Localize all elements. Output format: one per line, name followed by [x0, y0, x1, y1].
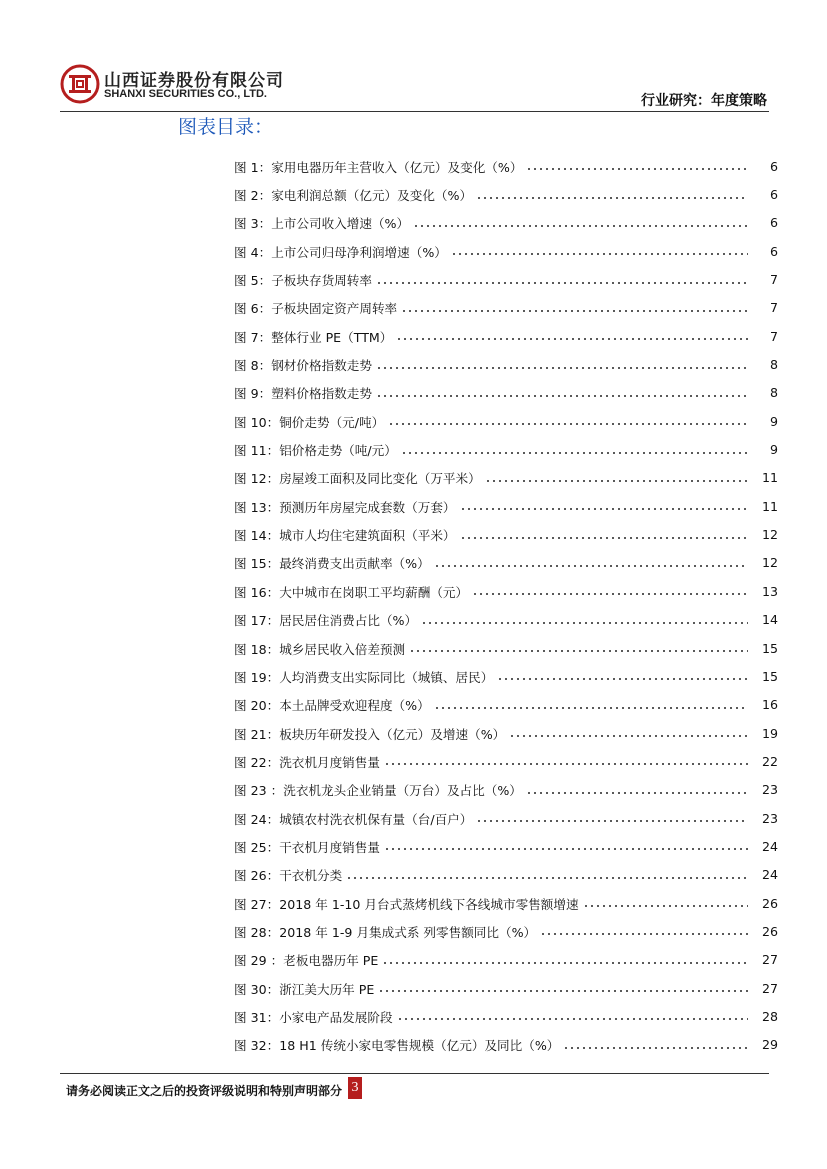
- toc-entry[interactable]: [234, 917, 778, 945]
- toc-title: 图表目录：: [178, 116, 274, 138]
- toc-entry[interactable]: [234, 747, 778, 775]
- toc-entry[interactable]: [234, 832, 778, 860]
- toc-entry[interactable]: [234, 407, 778, 435]
- dot-leader: [376, 395, 748, 397]
- toc-entry-label: 图 14：城市人均住宅建筑面积（平米）: [234, 528, 456, 544]
- toc-entry-page: 6: [769, 187, 778, 203]
- dot-leader: [460, 508, 748, 510]
- dot-leader: [460, 537, 748, 539]
- toc-entry[interactable]: [234, 520, 778, 548]
- toc-entry[interactable]: [234, 691, 778, 719]
- toc-entry-label: 图 9：塑料价格指数走势: [234, 386, 372, 402]
- toc-entry-page: 15: [761, 668, 778, 684]
- dot-leader: [378, 990, 748, 992]
- dot-leader: [413, 225, 748, 227]
- toc-entry-page: 12: [761, 555, 778, 571]
- toc-entry-label: 图 11：铝价格走势（吨/元）: [234, 443, 397, 459]
- toc-entry-label: 图 27：2018 年 1-10 月台式蒸烤机线下各线城市零售额增速: [234, 896, 579, 912]
- toc-entry-label: 图 32：18 H1 传统小家电零售规模（亿元）及同比（%）: [234, 1038, 560, 1054]
- dot-leader: [563, 1047, 748, 1049]
- dot-leader: [421, 622, 748, 624]
- dot-leader: [497, 678, 748, 680]
- toc-entry-label: 图 21：板块历年研发投入（亿元）及增速（%）: [234, 726, 506, 742]
- toc-entry[interactable]: [234, 379, 778, 407]
- toc-entry[interactable]: [234, 265, 778, 293]
- toc-entry[interactable]: [234, 152, 778, 180]
- toc-entry-label: 图 4：上市公司归母净利润增速（%）: [234, 244, 447, 260]
- toc-entry[interactable]: [234, 549, 778, 577]
- toc-entry[interactable]: [234, 974, 778, 1002]
- figure-toc-list: [234, 152, 778, 1059]
- logo-icon: [60, 64, 100, 104]
- toc-entry-page: 7: [769, 272, 778, 288]
- dot-leader: [401, 310, 748, 312]
- toc-entry-label: 图 13：预测历年房屋完成套数（万套）: [234, 499, 456, 515]
- toc-entry-page: 6: [769, 215, 778, 231]
- toc-entry-page: 11: [761, 498, 778, 514]
- dot-leader: [384, 763, 748, 765]
- toc-entry[interactable]: [234, 180, 778, 208]
- toc-entry[interactable]: [234, 237, 778, 265]
- toc-entry-label: 图 12：房屋竣工面积及同比变化（万平米）: [234, 471, 481, 487]
- dot-leader: [388, 423, 748, 425]
- toc-entry-page: 9: [769, 442, 778, 458]
- toc-entry[interactable]: [234, 577, 778, 605]
- dot-leader: [396, 338, 748, 340]
- toc-entry-page: 13: [761, 583, 778, 599]
- toc-entry-label: 图 29 ：老板电器历年 PE: [234, 953, 379, 969]
- toc-entry-page: 11: [761, 470, 778, 486]
- header-divider: [60, 111, 769, 112]
- toc-entry-label: 图 23 ：洗衣机龙头企业销量（万台）及占比（%）: [234, 783, 522, 799]
- toc-entry-label: 图 15：最终消费支出贡献率（%）: [234, 556, 430, 572]
- toc-entry-page: 8: [769, 357, 778, 373]
- toc-entry-label: 图 22：洗衣机月度销售量: [234, 754, 380, 770]
- dot-leader: [376, 282, 748, 284]
- toc-entry[interactable]: [234, 606, 778, 634]
- footer-divider: [60, 1073, 769, 1074]
- dot-leader: [476, 820, 748, 822]
- report-type: 行业研究：年度策略: [641, 93, 767, 109]
- toc-entry-page: 16: [761, 697, 778, 713]
- toc-entry-label: 图 8：钢材价格指数走势: [234, 358, 372, 374]
- toc-entry[interactable]: [234, 776, 778, 804]
- toc-entry-page: 6: [769, 158, 778, 174]
- toc-entry[interactable]: [234, 804, 778, 832]
- dot-leader: [382, 962, 748, 964]
- toc-entry[interactable]: [234, 435, 778, 463]
- toc-entry-label: 图 30：浙江美大历年 PE: [234, 981, 375, 997]
- toc-entry-page: 15: [761, 640, 778, 656]
- toc-entry-label: 图 3：上市公司收入增速（%）: [234, 216, 410, 232]
- dot-leader: [409, 650, 748, 652]
- toc-entry[interactable]: [234, 464, 778, 492]
- toc-entry-label: 图 28：2018 年 1-9 月集成式系 列零售额同比（%）: [234, 924, 537, 940]
- dot-leader: [583, 905, 748, 907]
- company-name-en: SHANXI SECURITIES CO., LTD.: [104, 88, 267, 100]
- dot-leader: [346, 877, 748, 879]
- toc-entry-page: 26: [761, 895, 778, 911]
- toc-entry-page: 9: [769, 413, 778, 429]
- toc-entry-page: 24: [761, 867, 778, 883]
- toc-entry[interactable]: [234, 861, 778, 889]
- toc-entry-page: 22: [761, 753, 778, 769]
- toc-entry-page: 12: [761, 527, 778, 543]
- toc-entry-label: 图 26：干衣机分类: [234, 868, 343, 884]
- toc-entry-page: 23: [761, 782, 778, 798]
- toc-entry-label: 图 17：居民居住消费占比（%）: [234, 613, 418, 629]
- dot-leader: [451, 253, 748, 255]
- toc-entry[interactable]: [234, 1002, 778, 1030]
- toc-entry-label: 图 2：家电利润总额（亿元）及变化（%）: [234, 188, 473, 204]
- toc-entry-label: 图 7：整体行业 PE（TTM）: [234, 329, 393, 345]
- toc-entry-label: 图 20：本土品牌受欢迎程度（%）: [234, 698, 430, 714]
- toc-entry[interactable]: [234, 350, 778, 378]
- toc-entry-label: 图 1：家用电器历年主营收入（亿元）及变化（%）: [234, 159, 523, 175]
- toc-entry-page: 8: [769, 385, 778, 401]
- disclaimer-note: 请务必阅读正文之后的投资评级说明和特别声明部分: [66, 1084, 343, 1098]
- dot-leader: [397, 1018, 748, 1020]
- page-number: 3: [348, 1077, 362, 1099]
- toc-entry-page: 7: [769, 300, 778, 316]
- toc-entry[interactable]: [234, 294, 778, 322]
- toc-entry-label: 图 16：大中城市在岗职工平均薪酬（元）: [234, 584, 469, 600]
- dot-leader: [401, 452, 748, 454]
- toc-entry-label: 图 5：子板块存货周转率: [234, 273, 372, 289]
- toc-entry-page: 23: [761, 810, 778, 826]
- company-logo: [60, 64, 100, 104]
- toc-entry-page: 27: [761, 952, 778, 968]
- toc-entry-label: 图 10：铜价走势（元/吨）: [234, 414, 385, 430]
- dot-leader: [526, 792, 748, 794]
- toc-entry-label: 图 24：城镇农村洗衣机保有量（台/百户）: [234, 811, 473, 827]
- toc-entry-page: 26: [761, 923, 778, 939]
- dot-leader: [485, 480, 748, 482]
- toc-entry-page: 29: [761, 1037, 778, 1053]
- toc-entry[interactable]: [234, 719, 778, 747]
- company-name-cn: 山西证券股份有限公司: [104, 71, 284, 91]
- toc-entry[interactable]: [234, 492, 778, 520]
- toc-entry-page: 6: [769, 243, 778, 259]
- dot-leader: [376, 367, 748, 369]
- toc-entry[interactable]: [234, 634, 778, 662]
- toc-entry-label: 图 25：干衣机月度销售量: [234, 839, 380, 855]
- toc-entry-page: 7: [769, 328, 778, 344]
- toc-entry-label: 图 18：城乡居民收入倍差预测: [234, 641, 406, 657]
- toc-entry-label: 图 31：小家电产品发展阶段: [234, 1009, 393, 1025]
- dot-leader: [526, 168, 748, 170]
- dot-leader: [540, 933, 748, 935]
- toc-entry[interactable]: [234, 1031, 778, 1059]
- dot-leader: [434, 565, 748, 567]
- toc-entry[interactable]: [234, 209, 778, 237]
- dot-leader: [384, 848, 748, 850]
- dot-leader: [472, 593, 748, 595]
- toc-entry-label: 图 6：子板块固定资产周转率: [234, 301, 398, 317]
- toc-entry[interactable]: [234, 889, 778, 917]
- toc-entry[interactable]: [234, 946, 778, 974]
- dot-leader: [509, 735, 748, 737]
- toc-entry-page: 28: [761, 1008, 778, 1024]
- toc-entry-page: 24: [761, 838, 778, 854]
- dot-leader: [476, 197, 748, 199]
- dot-leader: [434, 707, 748, 709]
- toc-entry-page: 19: [761, 725, 778, 741]
- toc-entry[interactable]: [234, 662, 778, 690]
- toc-entry[interactable]: [234, 322, 778, 350]
- toc-entry-page: 27: [761, 980, 778, 996]
- toc-entry-label: 图 19：人均消费支出实际同比（城镇、居民）: [234, 669, 494, 685]
- toc-entry-page: 14: [761, 612, 778, 628]
